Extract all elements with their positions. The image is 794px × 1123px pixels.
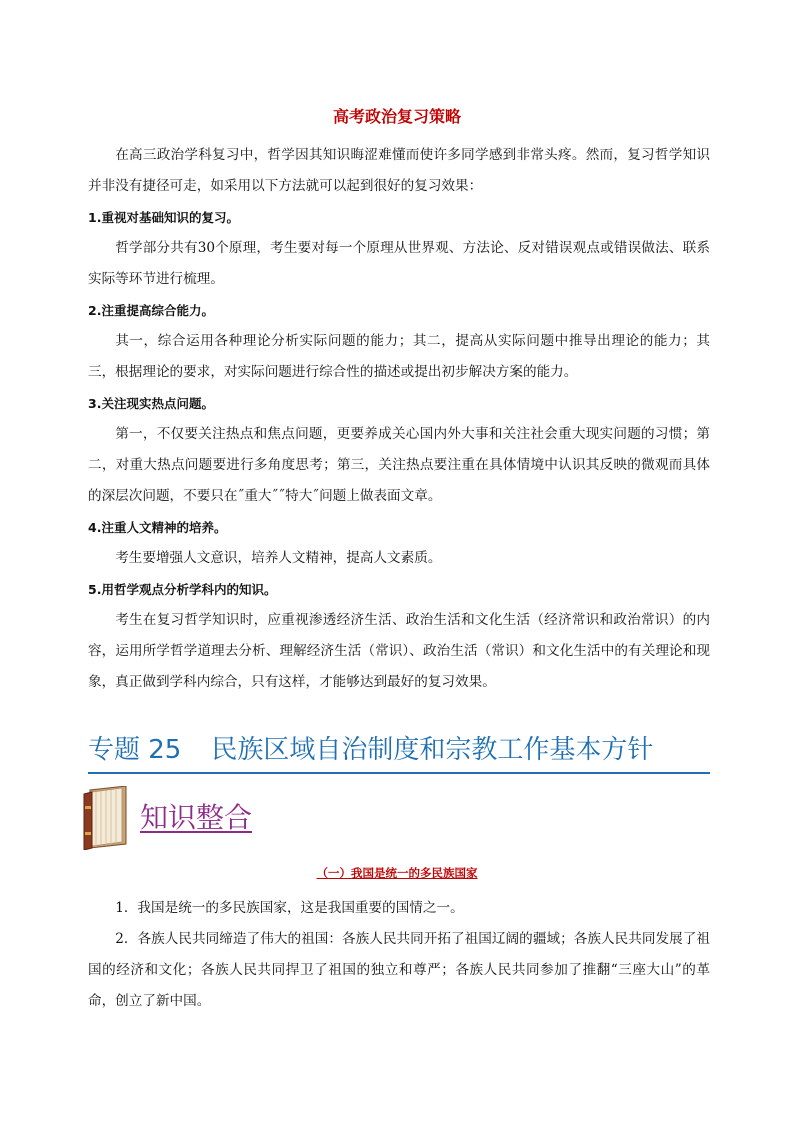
section-text-4: 考生要增强人文意识，培养人文精神，提高人文素质。 xyxy=(115,550,442,566)
section-heading-2: 2.注重提高综合能力。 xyxy=(88,303,214,318)
section-heading-4: 4.注重人文精神的培养。 xyxy=(88,520,227,535)
knowledge-point-2: 2．各族人民共同缔造了伟大的祖国：各族人民共同开拓了祖国辽阔的疆域；各族人民共同发展了祖国的经济和文化；各族人民共同捍卫了祖国的独立和尊严；各族人民共同参加了推翻“三座大山”的革命，创立了新中国。 xyxy=(88,931,710,1009)
knowledge-label: 知识整合 xyxy=(140,801,253,834)
section-heading-5: 5.用哲学观点分析学科内的知识。 xyxy=(88,582,277,597)
topic-name: 民族区域自治制度和宗教工作基本方针 xyxy=(211,735,654,765)
section-text-3: 第一，不仅要关注热点和焦点问题，更要养成关心国内外大事和关注社会重大现实问题的习惯；第二，对重大热点问题要进行多角度思考；第三，关注热点要注重在具体情境中认识其反映的微观而具体的深层次问题，不要只在˝重大˝˝特大˝问题上做表面文章。 xyxy=(88,426,710,504)
strategy-title: 高考政治复习策略 xyxy=(332,107,461,126)
book-icon xyxy=(82,786,132,850)
topic-number: 专题 25 xyxy=(88,735,182,765)
strategy-intro: 在高三政治学科复习中，哲学因其知识晦涩难懂而使许多同学感到非常头疼。然而，复习哲学知识并非没有捷径可走，如采用以下方法就可以起到很好的复习效果： xyxy=(88,147,710,194)
section-text-2: 其一，综合运用各种理论分析实际问题的能力；其二，提高从实际问题中推导出理论的能力；其三，根据理论的要求，对实际问题进行综合性的描述或提出初步解决方案的能力。 xyxy=(88,333,710,380)
section-heading-1: 1.重视对基础知识的复习。 xyxy=(88,210,239,225)
section-heading-3: 3.关注现实热点问题。 xyxy=(88,396,214,411)
section-text-5: 考生在复习哲学知识时，应重视渗透经济生活、政治生活和文化生活（经济常识和政治常识）的内容，运用所学哲学道理去分析、理解经济生活（常识）、政治生活（常识）和文化生活中的有关理论和现象，真正做到学科内综合，只有这样，才能够达到最好的复习效果。 xyxy=(88,612,710,690)
knowledge-body xyxy=(88,893,710,1017)
topic-title xyxy=(88,728,710,774)
section-text-1: 哲学部分共有30个原理，考生要对每一个原理从世界观、方法论、反对错误观点或错误做法、联系实际等环节进行梳理。 xyxy=(88,240,710,287)
knowledge-point-1: 1．我国是统一的多民族国家，这是我国重要的国情之一。 xyxy=(115,900,464,916)
strategy-body xyxy=(88,140,710,698)
knowledge-subheading: （一）我国是统一的多民族国家 xyxy=(316,866,478,880)
